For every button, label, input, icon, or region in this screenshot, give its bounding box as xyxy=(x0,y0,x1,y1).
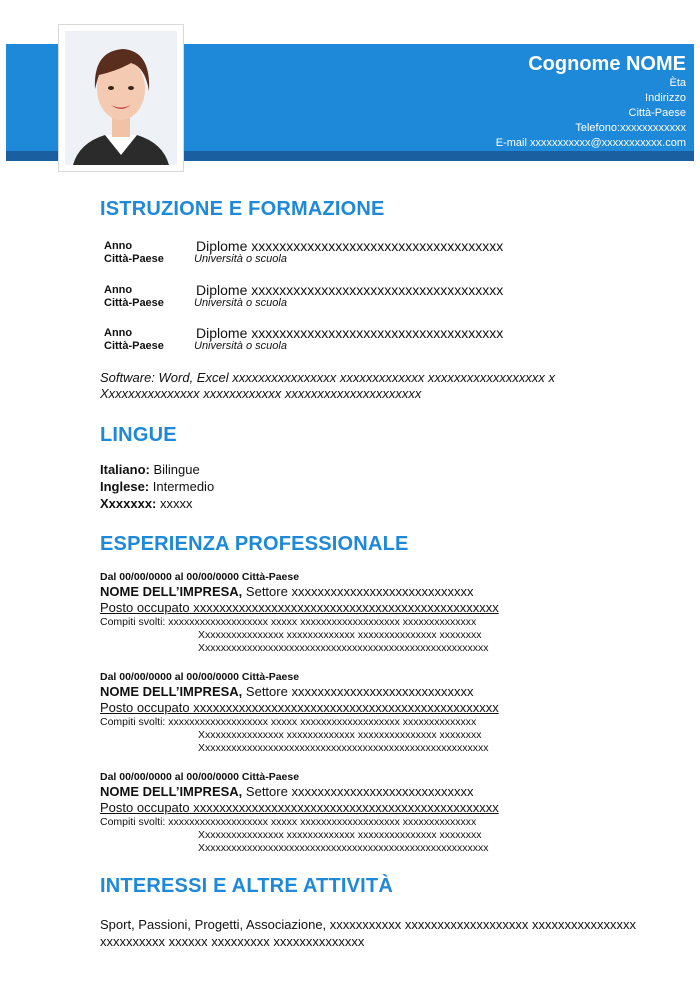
education-school: Università o scuola xyxy=(194,340,287,352)
education-diploma: Diplome xxxxxxxxxxxxxxxxxxxxxxxxxxxxxxxxxxxx xyxy=(196,282,504,298)
experience-tasks: Compiti svolti: xxxxxxxxxxxxxxxxxxx xxxxx xxxxxxxxxxxxxxxxxxx xxxxxxxxxxxxxx xyxy=(100,716,477,728)
header-email: E-mail xxxxxxxxxxx@xxxxxxxxxxx.com xyxy=(495,137,686,149)
experience-dates: Dal 00/00/0000 al 00/00/0000 Città-Paese xyxy=(100,771,300,783)
experience-company: NOME DELL’IMPRESA, Settore xxxxxxxxxxxxxxxxxxxxxxxxxxxx xyxy=(100,784,474,799)
section-title-istruzione: ISTRUZIONE E FORMAZIONE xyxy=(100,198,385,220)
language-item xyxy=(100,462,200,477)
language-item xyxy=(100,479,214,494)
experience-tasks-cont: Xxxxxxxxxxxxxxxxxxxxxxxxxxxxxxxxxxxxxxxxxxxxxxxxxxxxxxx xyxy=(198,642,489,654)
interests-text: Sport, Passioni, Progetti, Associazione, xxxxxxxxxxx xxxxxxxxxxxxxxxxxxx xxxxxxxxxxxxxxxx xxxxxxxxxx xxxxxx xxxxxxxxx xxxxxxxxxxxxxx xyxy=(100,917,637,949)
header-age: Èta xyxy=(669,77,686,89)
section-title-lingue: LINGUE xyxy=(100,424,177,446)
experience-entry xyxy=(100,770,660,855)
experience-entry xyxy=(100,670,660,755)
education-diploma: Diplome xxxxxxxxxxxxxxxxxxxxxxxxxxxxxxxxxxxx xyxy=(196,325,504,341)
education-year: Anno xyxy=(104,240,133,252)
education-school: Università o scuola xyxy=(194,253,287,265)
education-city: Città-Paese xyxy=(104,253,164,265)
experience-company: NOME DELL’IMPRESA, Settore xxxxxxxxxxxxxxxxxxxxxxxxxxxx xyxy=(100,584,474,599)
section-title-interessi: INTERESSI E ALTRE ATTIVITÀ xyxy=(100,875,393,897)
education-entry xyxy=(104,325,604,354)
experience-dates: Dal 00/00/0000 al 00/00/0000 Città-Paese xyxy=(100,671,300,683)
header-address: Indirizzo xyxy=(645,92,686,104)
header-phone: Telefono:xxxxxxxxxxxx xyxy=(575,122,686,134)
language-name: Italiano: xyxy=(100,462,150,477)
language-level: Intermedio xyxy=(152,479,215,494)
experience-entry xyxy=(100,570,660,655)
section-title-esperienza: ESPERIENZA PROFESSIONALE xyxy=(100,533,409,555)
candidate-name: Cognome NOME xyxy=(528,53,686,75)
profile-photo xyxy=(65,31,177,165)
experience-dates: Dal 00/00/0000 al 00/00/0000 Città-Paese xyxy=(100,571,300,583)
experience-tasks: Compiti svolti: xxxxxxxxxxxxxxxxxxx xxxxx xxxxxxxxxxxxxxxxxxx xxxxxxxxxxxxxx xyxy=(100,616,477,628)
experience-position: Posto occupato xxxxxxxxxxxxxxxxxxxxxxxxxxxxxxxxxxxxxxxxxxxxxxx xyxy=(100,600,499,615)
education-year: Anno xyxy=(104,284,133,296)
education-entry xyxy=(104,238,604,267)
experience-tasks-cont: Xxxxxxxxxxxxxxxxxxxxxxxxxxxxxxxxxxxxxxxxxxxxxxxxxxxxxxx xyxy=(198,842,489,854)
person-portrait-icon xyxy=(65,31,177,165)
education-diploma: Diplome xxxxxxxxxxxxxxxxxxxxxxxxxxxxxxxxxxxx xyxy=(196,238,504,254)
experience-company: NOME DELL’IMPRESA, Settore xxxxxxxxxxxxxxxxxxxxxxxxxxxx xyxy=(100,684,474,699)
language-name: Inglese: xyxy=(100,479,150,494)
education-year: Anno xyxy=(104,327,133,339)
experience-position: Posto occupato xxxxxxxxxxxxxxxxxxxxxxxxxxxxxxxxxxxxxxxxxxxxxxx xyxy=(100,800,499,815)
profile-photo-frame xyxy=(58,24,184,172)
software-skills: Software: Word, Excel xxxxxxxxxxxxxxxx xxxxxxxxxxxxx xxxxxxxxxxxxxxxxxx x Xxxxxxxxxxxxxxx xxxxxxxxxxxx xxxxxxxxxxxxxxxxxxxxx xyxy=(100,370,556,401)
education-school: Università o scuola xyxy=(194,297,287,309)
language-item xyxy=(100,496,193,511)
language-level: xxxxx xyxy=(160,496,193,511)
experience-tasks-cont: Xxxxxxxxxxxxxxxx xxxxxxxxxxxxx xxxxxxxxxxxxxxx xxxxxxxx xyxy=(198,829,482,841)
experience-tasks-cont: Xxxxxxxxxxxxxxxxxxxxxxxxxxxxxxxxxxxxxxxxxxxxxxxxxxxxxxx xyxy=(198,742,489,754)
experience-tasks: Compiti svolti: xxxxxxxxxxxxxxxxxxx xxxxx xxxxxxxxxxxxxxxxxxx xxxxxxxxxxxxxx xyxy=(100,816,477,828)
language-level: Bilingue xyxy=(153,462,200,477)
experience-position: Posto occupato xxxxxxxxxxxxxxxxxxxxxxxxxxxxxxxxxxxxxxxxxxxxxxx xyxy=(100,700,499,715)
education-city: Città-Paese xyxy=(104,297,164,309)
language-name: Xxxxxxx: xyxy=(100,496,157,511)
education-city: Città-Paese xyxy=(104,340,164,352)
experience-tasks-cont: Xxxxxxxxxxxxxxxx xxxxxxxxxxxxx xxxxxxxxxxxxxxx xxxxxxxx xyxy=(198,729,482,741)
experience-tasks-cont: Xxxxxxxxxxxxxxxx xxxxxxxxxxxxx xxxxxxxxxxxxxxx xxxxxxxx xyxy=(198,629,482,641)
education-entry xyxy=(104,282,604,311)
header-city: Città-Paese xyxy=(628,107,686,119)
header-contact-block xyxy=(496,52,686,151)
